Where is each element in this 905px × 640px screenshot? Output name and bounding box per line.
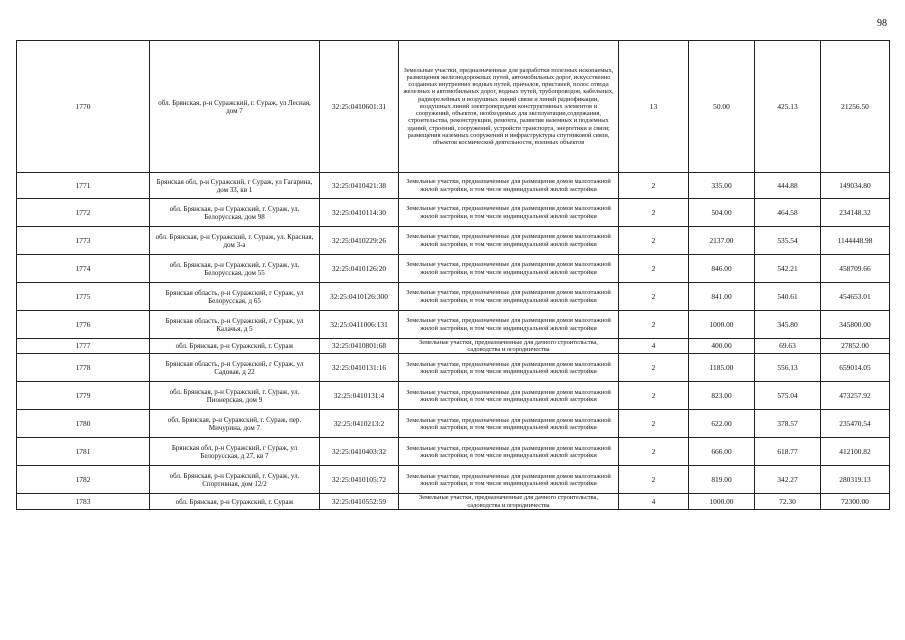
table-row xyxy=(17,382,890,410)
table-row xyxy=(17,283,890,311)
row-number-cell: 1780 xyxy=(17,410,150,438)
cadastral-value-cell: 659014.05 xyxy=(821,354,890,382)
category-code-cell: 2 xyxy=(619,410,689,438)
table-row xyxy=(17,339,890,354)
land-use-cell: Земельные участки, предназначенные для размещения домов малоэтажной жилой застройки, в том числе индивидуальной жилой застройки xyxy=(399,382,619,410)
specific-value-cell: 464.58 xyxy=(755,199,821,227)
category-code-cell: 2 xyxy=(619,173,689,199)
land-use-cell: Земельные участки, предназначенные для размещения домов малоэтажной жилой застройки, в том числе индивидуальной жилой застройки xyxy=(399,173,619,199)
address-cell: обл. Брянская, р-н Суражский, г. Сураж, ул. Спортивная, дом 12/2 xyxy=(150,466,320,494)
cadastral-number-cell: 32:25:0410126:300 xyxy=(320,283,399,311)
address-cell: Брянская область, р-н Суражский, г Сураж, ул Белорусская, д 65 xyxy=(150,283,320,311)
area-cell: 1185.00 xyxy=(689,354,755,382)
category-code-cell: 4 xyxy=(619,339,689,354)
cadastral-value-cell: 234148.32 xyxy=(821,199,890,227)
land-use-cell: Земельные участки, предназначенные для размещения домов малоэтажной жилой застройки, в том числе индивидуальной жилой застройки xyxy=(399,199,619,227)
row-number-cell: 1778 xyxy=(17,354,150,382)
cadastral-value-cell: 473257.92 xyxy=(821,382,890,410)
cadastral-number-cell: 32:25:0410552:59 xyxy=(320,494,399,509)
cadastral-number-cell: 32:25:0410421:38 xyxy=(320,173,399,199)
cadastral-value-cell: 27852.00 xyxy=(821,339,890,354)
specific-value-cell: 542.21 xyxy=(755,255,821,283)
table-row xyxy=(17,227,890,255)
category-code-cell: 2 xyxy=(619,227,689,255)
table-row xyxy=(17,199,890,227)
row-number-cell: 1783 xyxy=(17,494,150,509)
specific-value-cell: 575.04 xyxy=(755,382,821,410)
area-cell: 1000.00 xyxy=(689,494,755,509)
address-cell: обл. Брянская, р-н Суражский, г. Сураж xyxy=(150,494,320,509)
page-number: 98 xyxy=(877,18,887,29)
cadastral-number-cell: 32:25:0410131:4 xyxy=(320,382,399,410)
area-cell: 846.00 xyxy=(689,255,755,283)
table-row xyxy=(17,173,890,199)
row-number-cell: 1774 xyxy=(17,255,150,283)
category-code-cell: 13 xyxy=(619,41,689,173)
land-use-cell: Земельные участки, предназначенные для размещения домов малоэтажной жилой застройки, в том числе индивидуальной жилой застройки xyxy=(399,438,619,466)
table-row xyxy=(17,255,890,283)
cadastral-value-cell: 454653.01 xyxy=(821,283,890,311)
land-use-cell: Земельные участки, предназначенные для дачного строительства, садоводства и огородничества xyxy=(399,494,619,509)
cadastral-number-cell: 32:25:0410126:20 xyxy=(320,255,399,283)
specific-value-cell: 72.30 xyxy=(755,494,821,509)
address-cell: обл. Брянская, р-н Суражский, г. Сураж, ул. Белорусская, дом 55 xyxy=(150,255,320,283)
cadastral-value-cell: 72300.00 xyxy=(821,494,890,509)
row-number-cell: 1779 xyxy=(17,382,150,410)
category-code-cell: 2 xyxy=(619,354,689,382)
cadastral-number-cell: 32:25:0410213:2 xyxy=(320,410,399,438)
address-cell: обл. Брянская, р-н Суражский, г. Сураж, ул Лесная, дом 7 xyxy=(150,41,320,173)
specific-value-cell: 345.80 xyxy=(755,311,821,339)
land-use-cell: Земельные участки, предназначенные для разработки полезных ископаемых, размещения железнодорожных путей, автомобильных дорог, искусственно созданных внутренних водных путей, причалов, пристаней, полос отвода железных и автомобильных дорог, водных путей, трубопроводов, кабельных, радиорелейных и воздушных линий связи и линий радиофикации, воздушных линий электропередачи конструктивных элементов и сооружений, объектов, необходимых для эксплуатации,содержания, строительства, реконструкции, ремонта, развития наземных и подземных зданий, строений, сооружений, устройств транспорта, энергетики и связи; размещения наземных сооружений и инфраструктуры спутниковой связи, объектов космической деятельности, военных объектов xyxy=(399,41,619,173)
cadastral-value-cell: 149034.80 xyxy=(821,173,890,199)
area-cell: 50.00 xyxy=(689,41,755,173)
row-number-cell: 1775 xyxy=(17,283,150,311)
category-code-cell: 2 xyxy=(619,382,689,410)
address-cell: Брянская область, р-н Суражский, г Сураж, ул Калачья, д 5 xyxy=(150,311,320,339)
area-cell: 666.00 xyxy=(689,438,755,466)
specific-value-cell: 444.88 xyxy=(755,173,821,199)
address-cell: обл. Брянская, р-н Суражский, г. Сураж, ул. Красная, дом 3-а xyxy=(150,227,320,255)
address-cell: Брянская обл, р-н Суражский, г Сураж, ул Гагарина, дом 33, кв 1 xyxy=(150,173,320,199)
land-use-cell: Земельные участки, предназначенные для дачного строительства, садоводства и огородничества xyxy=(399,339,619,354)
cadastral-value-cell: 458709.66 xyxy=(821,255,890,283)
cadastral-value-cell: 345800.00 xyxy=(821,311,890,339)
land-use-cell: Земельные участки, предназначенные для размещения домов малоэтажной жилой застройки, в том числе индивидуальной жилой застройки xyxy=(399,466,619,494)
row-number-cell: 1781 xyxy=(17,438,150,466)
row-number-cell: 1771 xyxy=(17,173,150,199)
table-row xyxy=(17,438,890,466)
address-cell: обл. Брянская, р-н Суражский, г. Сураж, пер. Мичурина, дом 7 xyxy=(150,410,320,438)
row-number-cell: 1770 xyxy=(17,41,150,173)
address-cell: Брянская обл, р-н Суражский, г Сураж, ул Белорусская, д 27, кв 7 xyxy=(150,438,320,466)
area-cell: 622.00 xyxy=(689,410,755,438)
cadastral-value-cell: 1144448.98 xyxy=(821,227,890,255)
table-row xyxy=(17,494,890,509)
address-cell: обл. Брянская, р-н Суражский, г. Сураж, ул. Белорусская, дом 98 xyxy=(150,199,320,227)
table-row xyxy=(17,354,890,382)
row-number-cell: 1782 xyxy=(17,466,150,494)
cadastral-number-cell: 32:25:0410114:30 xyxy=(320,199,399,227)
category-code-cell: 2 xyxy=(619,311,689,339)
category-code-cell: 2 xyxy=(619,255,689,283)
address-cell: обл. Брянская, р-н Суражский, г. Сураж, ул. Пионерская, дом 9 xyxy=(150,382,320,410)
table-body xyxy=(17,41,890,510)
table-row xyxy=(17,466,890,494)
specific-value-cell: 69.63 xyxy=(755,339,821,354)
category-code-cell: 2 xyxy=(619,438,689,466)
land-use-cell: Земельные участки, предназначенные для размещения домов малоэтажной жилой застройки, в том числе индивидуальной жилой застройки xyxy=(399,227,619,255)
area-cell: 1000.00 xyxy=(689,311,755,339)
cadastral-number-cell: 32:25:0410105:72 xyxy=(320,466,399,494)
category-code-cell: 4 xyxy=(619,494,689,509)
cadastral-number-cell: 32:25:0410229:26 xyxy=(320,227,399,255)
cadastral-number-cell: 32:25:0410601:31 xyxy=(320,41,399,173)
row-number-cell: 1776 xyxy=(17,311,150,339)
row-number-cell: 1773 xyxy=(17,227,150,255)
area-cell: 2137.00 xyxy=(689,227,755,255)
land-use-cell: Земельные участки, предназначенные для размещения домов малоэтажной жилой застройки, в том числе индивидуальной жилой застройки xyxy=(399,255,619,283)
table-row xyxy=(17,41,890,173)
specific-value-cell: 425.13 xyxy=(755,41,821,173)
land-use-cell: Земельные участки, предназначенные для размещения домов малоэтажной жилой застройки, в том числе индивидуальной жилой застройки xyxy=(399,311,619,339)
area-cell: 504.00 xyxy=(689,199,755,227)
category-code-cell: 2 xyxy=(619,466,689,494)
specific-value-cell: 540.61 xyxy=(755,283,821,311)
area-cell: 335.00 xyxy=(689,173,755,199)
land-use-cell: Земельные участки, предназначенные для размещения домов малоэтажной жилой застройки, в том числе индивидуальной жилой застройки xyxy=(399,283,619,311)
land-use-cell: Земельные участки, предназначенные для размещения домов малоэтажной жилой застройки, в том числе индивидуальной жилой застройки xyxy=(399,354,619,382)
row-number-cell: 1772 xyxy=(17,199,150,227)
specific-value-cell: 618.77 xyxy=(755,438,821,466)
cadastral-number-cell: 32:25:0410801:68 xyxy=(320,339,399,354)
cadastral-value-cell: 235470.54 xyxy=(821,410,890,438)
address-cell: обл. Брянская, р-н Суражский, г. Сураж xyxy=(150,339,320,354)
table-row xyxy=(17,410,890,438)
specific-value-cell: 535.54 xyxy=(755,227,821,255)
area-cell: 841.00 xyxy=(689,283,755,311)
land-registry-table xyxy=(16,40,890,510)
cadastral-number-cell: 32:25:0411006:131 xyxy=(320,311,399,339)
row-number-cell: 1777 xyxy=(17,339,150,354)
category-code-cell: 2 xyxy=(619,199,689,227)
category-code-cell: 2 xyxy=(619,283,689,311)
cadastral-number-cell: 32:25:0410131:16 xyxy=(320,354,399,382)
land-use-cell: Земельные участки, предназначенные для размещения домов малоэтажной жилой застройки, в том числе индивидуальной жилой застройки xyxy=(399,410,619,438)
cadastral-value-cell: 21256.50 xyxy=(821,41,890,173)
address-cell: Брянская область, р-н Суражский, г Сураж, ул Садовая, д 22 xyxy=(150,354,320,382)
cadastral-value-cell: 280319.13 xyxy=(821,466,890,494)
specific-value-cell: 556.13 xyxy=(755,354,821,382)
table-row xyxy=(17,311,890,339)
area-cell: 819.00 xyxy=(689,466,755,494)
cadastral-number-cell: 32:25:0410403:32 xyxy=(320,438,399,466)
specific-value-cell: 378.57 xyxy=(755,410,821,438)
cadastral-value-cell: 412100.82 xyxy=(821,438,890,466)
area-cell: 400.00 xyxy=(689,339,755,354)
specific-value-cell: 342.27 xyxy=(755,466,821,494)
area-cell: 823.00 xyxy=(689,382,755,410)
